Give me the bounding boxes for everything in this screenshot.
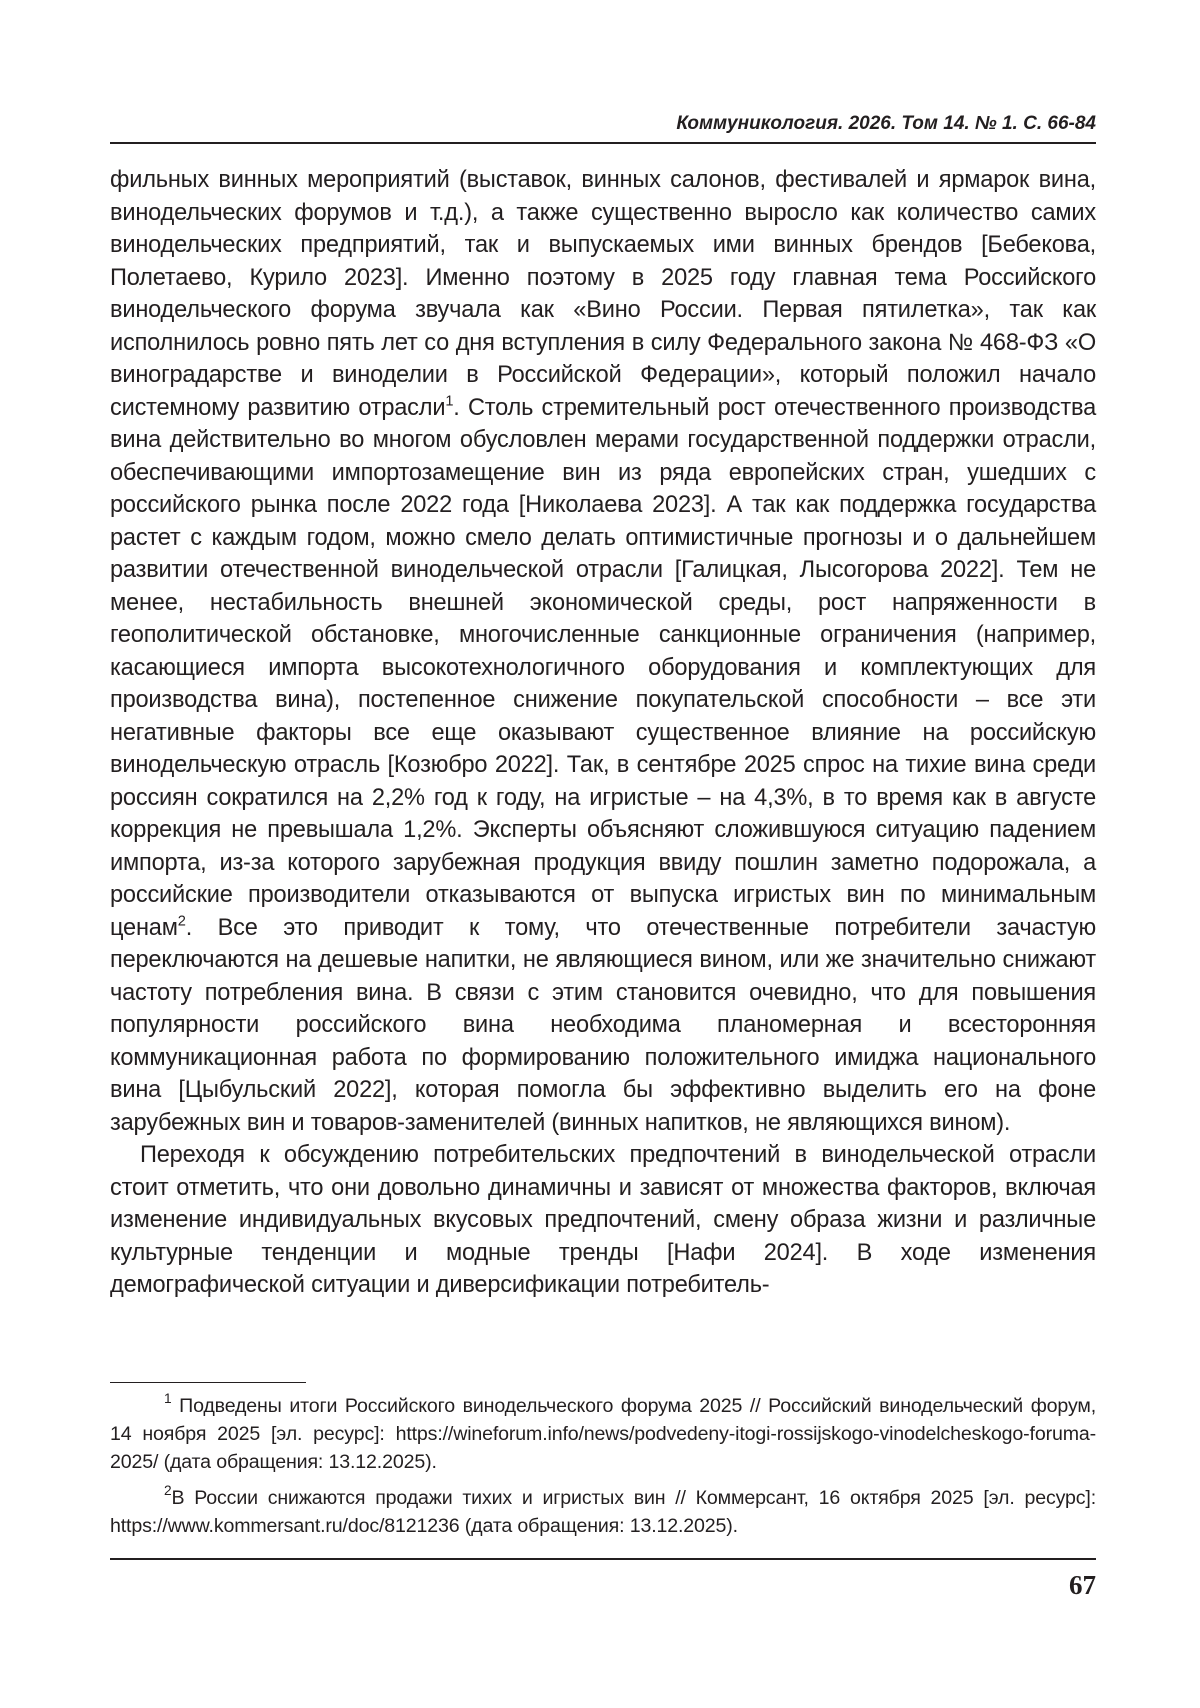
footnote-ref-1[interactable]: 1 <box>445 393 454 409</box>
footnotes <box>110 1392 1096 1548</box>
paragraph-1 <box>110 164 1096 1139</box>
page-number: 67 <box>1069 1570 1096 1600</box>
header-rule <box>110 142 1096 144</box>
footnote-2-marker: 2 <box>164 1483 172 1499</box>
footnote-1 <box>110 1392 1096 1476</box>
footnote-1-text: Подведены итоги Российского винодельческого форума 2025 // Российский винодельческий форум, 14 ноября 2025 [эл. ресурс]: https://wineforum.info/news/podvedeny-itogi-rossijskogo-vinodelcheskogo-foruma-2025/ (дата обращения: 13.12.2025). <box>110 1395 1096 1473</box>
paragraph-1-part-a: фильных винных мероприятий (выставок, винных салонов, фестивалей и ярмарок вина, винодельческих форумов и т.д.), а также существенно выросло как количество самих винодельческих предприятий, так и выпускаемых ими винных брендов [Бебекова, Полетаево, Курило 2023]. Именно поэтому в 2025 году главная тема Российского винодельческого форума звучала как «Вино России. Первая пятилетка», так как исполнилось ровно пять лет со дня вступления в силу Федерального закона № 468-ФЗ «О виноградарстве и виноделии в Российской Федерации», который положил начало системному развитию отрасли <box>110 167 1096 421</box>
footnote-2 <box>110 1484 1096 1540</box>
article-body <box>110 164 1096 1302</box>
footnote-ref-2[interactable]: 2 <box>177 913 186 929</box>
running-head: Коммуникология. 2026. Том 14. № 1. С. 66-84 <box>676 113 1096 134</box>
footnote-1-marker: 1 <box>164 1391 172 1407</box>
footer-rule <box>110 1558 1096 1560</box>
paragraph-1-part-c: . Все это приводит к тому, что отечественные потребители зачастую переключаются на дешевые напитки, не являющиеся вином, или же значительно снижают частоту потребления вина. В связи с этим становится очевидно, что для повышения популярности российского вина необходима планомерная и всесторонняя коммуникационная работа по формированию положительного имиджа национального вина [Цыбульский 2022], которая помогла бы эффективно выделить его на фоне зарубежных вин и товаров-заменителей (винных напитков, не являющихся вином). <box>110 914 1096 1136</box>
footnote-2-text: В России снижаются продажи тихих и игристых вин // Коммерсант, 16 октября 2025 [эл. ресурс]: https://www.kommersant.ru/doc/8121236 (дата обращения: 13.12.2025). <box>110 1487 1096 1537</box>
paragraph-1-part-b: . Столь стремительный рост отечественного производства вина действительно во многом обусловлен мерами государственной поддержки отрасли, обеспечивающими импортозамещение вин из ряда европейских стран, ушедших с российского рынка после 2022 года [Николаева 2023]. А так как поддержка государства растет с каждым годом, можно смело делать оптимистичные прогнозы и о дальнейшем развитии отечественной винодельческой отрасли [Галицкая, Лысогорова 2022]. Тем не менее, нестабильность внешней экономической среды, рост напряженности в геополитической обстановке, многочисленные санкционные ограничения (например, касающиеся импорта высокотехнологичного оборудования и комплектующих для производства вина), постепенное снижение покупательской способности – все эти негативные факторы все еще оказывают существенное влияние на российскую винодельческую отрасль [Козюбро 2022]. Так, в сентябре 2025 спрос на тихие вина среди россиян сократился на 2,2% год к году, на игристые – на 4,3%, в то время как в августе коррекция не превышала 1,2%. Эксперты объясняют сложившуюся ситуацию падением импорта, из-за которого зарубежная продукция ввиду пошлин заметно подорожала, а российские производители отказываются от выпуска игристых вин по минимальным ценам <box>110 394 1096 941</box>
footnote-separator <box>110 1382 306 1383</box>
paragraph-2: Переходя к обсуждению потребительских предпочтений в винодельческой отрасли стоит отметить, что они довольно динамичны и зависят от множества факторов, включая изменение индивидуальных вкусовых предпочтений, смену образа жизни и различные культурные тенденции и модные тренды [Нафи 2024]. В ходе изменения демографической ситуации и диверсификации потребитель- <box>110 1142 1096 1298</box>
